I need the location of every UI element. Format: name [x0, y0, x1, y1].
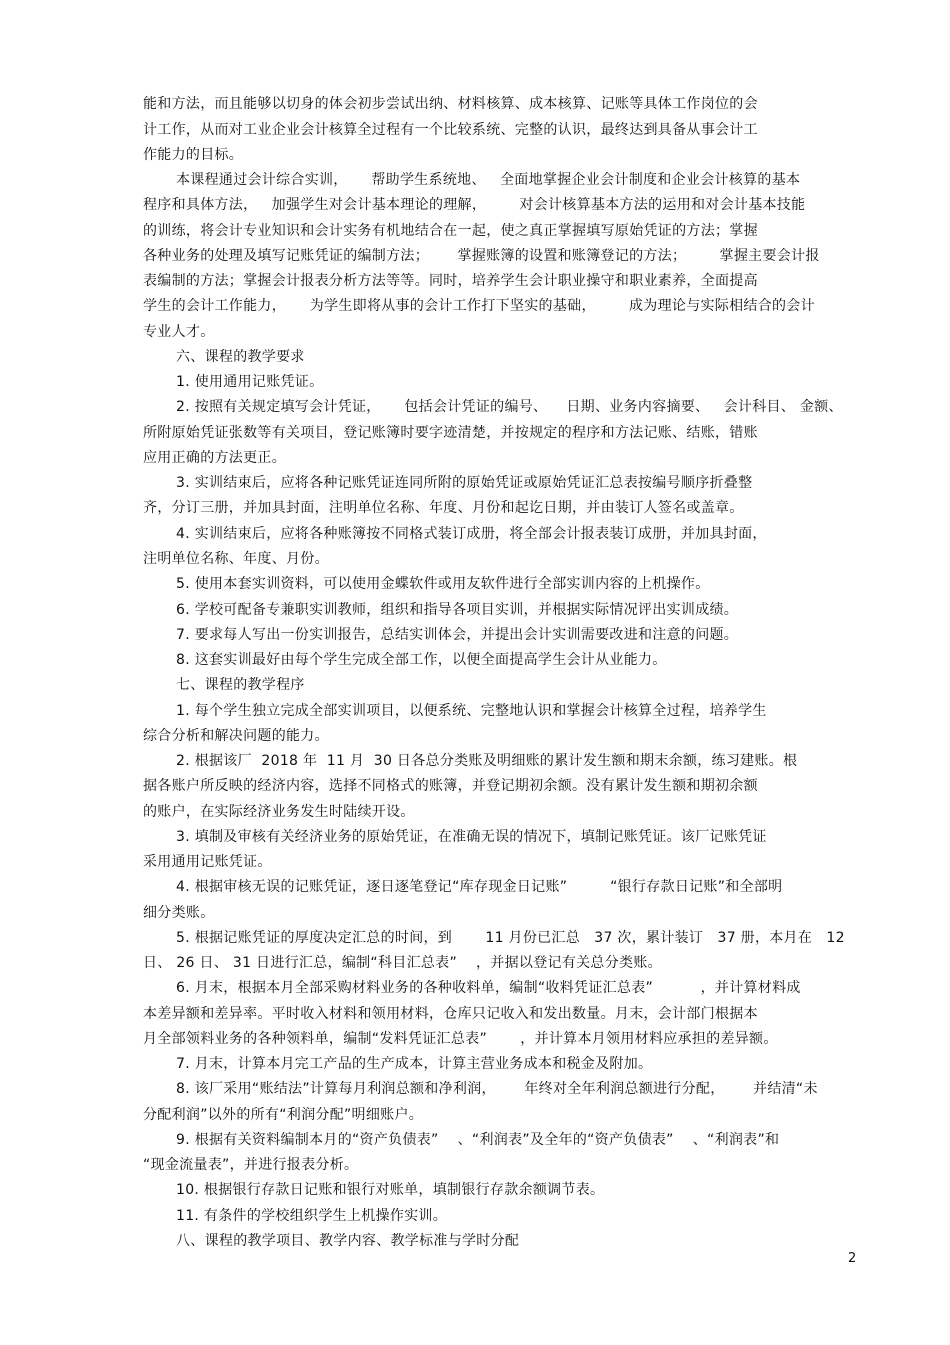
- text-line: 3. 实训结束后，应将各种记账凭证连同所附的原始凭证或原始凭证汇总表按编号顺序折叠整: [176, 475, 753, 491]
- text-line: “现金流量表”，并进行报表分析。: [143, 1157, 359, 1173]
- text-line: 的训练，将会计专业知识和会计实务有机地结合在一起，使之真正掌握填写原始凭证的方法；掌握: [143, 223, 758, 239]
- text-line: 本差异额和差异率。平时收入材料和领用材料，仓库只记收入和发出数量。月末，会计部门根据本: [143, 1006, 758, 1022]
- text-line: 据各账户所反映的经济内容，选择不同格式的账簿，并登记期初余额。没有累计发生额和期初余额: [143, 778, 758, 794]
- page-number: 2: [848, 1251, 857, 1266]
- text-line: 采用通用记账凭证。: [143, 854, 272, 870]
- text-line: 所附原始凭证张数等有关项目，登记账簿时要字迹清楚，并按规定的程序和方法记账、结账，错账: [143, 425, 758, 441]
- text-line: 分配利润”以外的所有“利润分配”明细账户。: [143, 1107, 424, 1123]
- text-line: 8. 该厂采用“账结法”计算每月利润总额和净利润， 年终对全年利润总额进行分配， 并结清“未: [176, 1081, 818, 1097]
- text-line: 5. 使用本套实训资料，可以使用金蝶软件或用友软件进行全部实训内容的上机操作。: [176, 576, 710, 592]
- text-line: 综合分析和解决问题的能力。: [143, 728, 329, 744]
- text-line: 的账户，在实际经济业务发生时陆续开设。: [143, 804, 415, 820]
- text-line: 学生的会计工作能力， 为学生即将从事的会计工作打下坚实的基础， 成为理论与实际相结合的会计: [143, 298, 815, 314]
- text-line: 4. 实训结束后，应将各种账簿按不同格式装订成册，将全部会计报表装订成册，并加具封面，: [176, 526, 767, 542]
- text-line: 2. 根据该厂 2018 年 11 月 30 日各总分类账及明细账的累计发生额和期末余额，练习建账。根: [176, 753, 798, 769]
- text-line: 六、课程的教学要求: [176, 349, 305, 365]
- text-line: 表编制的方法；掌握会计报表分析方法等等。同时，培养学生会计职业操守和职业素养，全面提高: [143, 273, 758, 289]
- text-line: 7. 月末，计算本月完工产品的生产成本，计算主营业务成本和税金及附加。: [176, 1056, 653, 1072]
- text-line: 专业人才。: [143, 324, 215, 340]
- text-line: 能和方法，而且能够以切身的体会初步尝试出纳、材料核算、成本核算、记账等具体工作岗位的会: [143, 96, 758, 112]
- text-line: 9. 根据有关资料编制本月的“资产负债表” 、“利润表”及全年的“资产负债表” 、“利润表”和: [176, 1132, 780, 1148]
- text-line: 10. 根据银行存款日记账和银行对账单，填制银行存款余额调节表。: [176, 1182, 605, 1198]
- text-line: 6. 学校可配备专兼职实训教师，组织和指导各项目实训，并根据实际情况评出实训成绩。: [176, 602, 739, 618]
- text-line: 应用正确的方法更正。: [143, 450, 286, 466]
- text-line: 5. 根据记账凭证的厚度决定汇总的时间，到 11 月份已汇总 37 次，累计装订 37 册，本月在 12: [176, 930, 845, 946]
- text-line: 七、课程的教学程序: [176, 677, 305, 693]
- text-line: 本课程通过会计综合实训， 帮助学生系统地、 全面地掌握企业会计制度和企业会计核算的基本: [176, 172, 801, 188]
- text-line: 作能力的目标。: [143, 147, 244, 163]
- text-line: 细分类账。: [143, 905, 215, 921]
- text-line: 6. 月末，根据本月全部采购材料业务的各种收料单，编制“收料凭证汇总表” ，并计算材料成: [176, 980, 801, 996]
- text-line: 4. 根据审核无误的记账凭证，逐日逐笔登记“库存现金日记账” “银行存款日记账”和全部明: [176, 879, 783, 895]
- text-line: 八、课程的教学项目、教学内容、教学标准与学时分配: [176, 1233, 520, 1249]
- text-line: 2. 按照有关规定填写会计凭证， 包括会计凭证的编号、 日期、业务内容摘要、 会计科目、 金额、: [176, 399, 843, 415]
- text-line: 日、 26 日、 31 日进行汇总，编制“科目汇总表” ，并据以登记有关总分类账。: [143, 955, 662, 971]
- text-line: 7. 要求每人写出一份实训报告，总结实训体会，并提出会计实训需要改进和注意的问题。: [176, 627, 739, 643]
- text-line: 1. 使用通用记账凭证。: [176, 374, 324, 390]
- text-line: 月全部领料业务的各种领料单，编制“发料凭证汇总表” ，并计算本月领用材料应承担的差异额。: [143, 1031, 778, 1047]
- text-line: 计工作，从而对工业企业会计核算全过程有一个比较系统、完整的认识，最终达到具备从事会计工: [143, 122, 758, 138]
- text-line: 1. 每个学生独立完成全部实训项目，以便系统、完整地认识和掌握会计核算全过程，培养学生: [176, 703, 767, 719]
- text-line: 11. 有条件的学校组织学生上机操作实训。: [176, 1208, 448, 1224]
- text-line: 程序和具体方法， 加强学生对会计基本理论的理解， 对会计核算基本方法的运用和对会计基本技能: [143, 197, 806, 213]
- text-line: 各种业务的处理及填写记账凭证的编制方法； 掌握账簿的设置和账簿登记的方法； 掌握主要会计报: [143, 248, 820, 264]
- text-line: 注明单位名称、年度、月份。: [143, 551, 329, 567]
- text-line: 齐，分订三册，并加具封面，注明单位名称、年度、月份和起讫日期，并由装订人签名或盖章。: [143, 500, 744, 516]
- text-line: 3. 填制及审核有关经济业务的原始凭证，在准确无误的情况下，填制记账凭证。该厂记账凭证: [176, 829, 767, 845]
- text-line: 8. 这套实训最好由每个学生完成全部工作，以便全面提高学生会计从业能力。: [176, 652, 667, 668]
